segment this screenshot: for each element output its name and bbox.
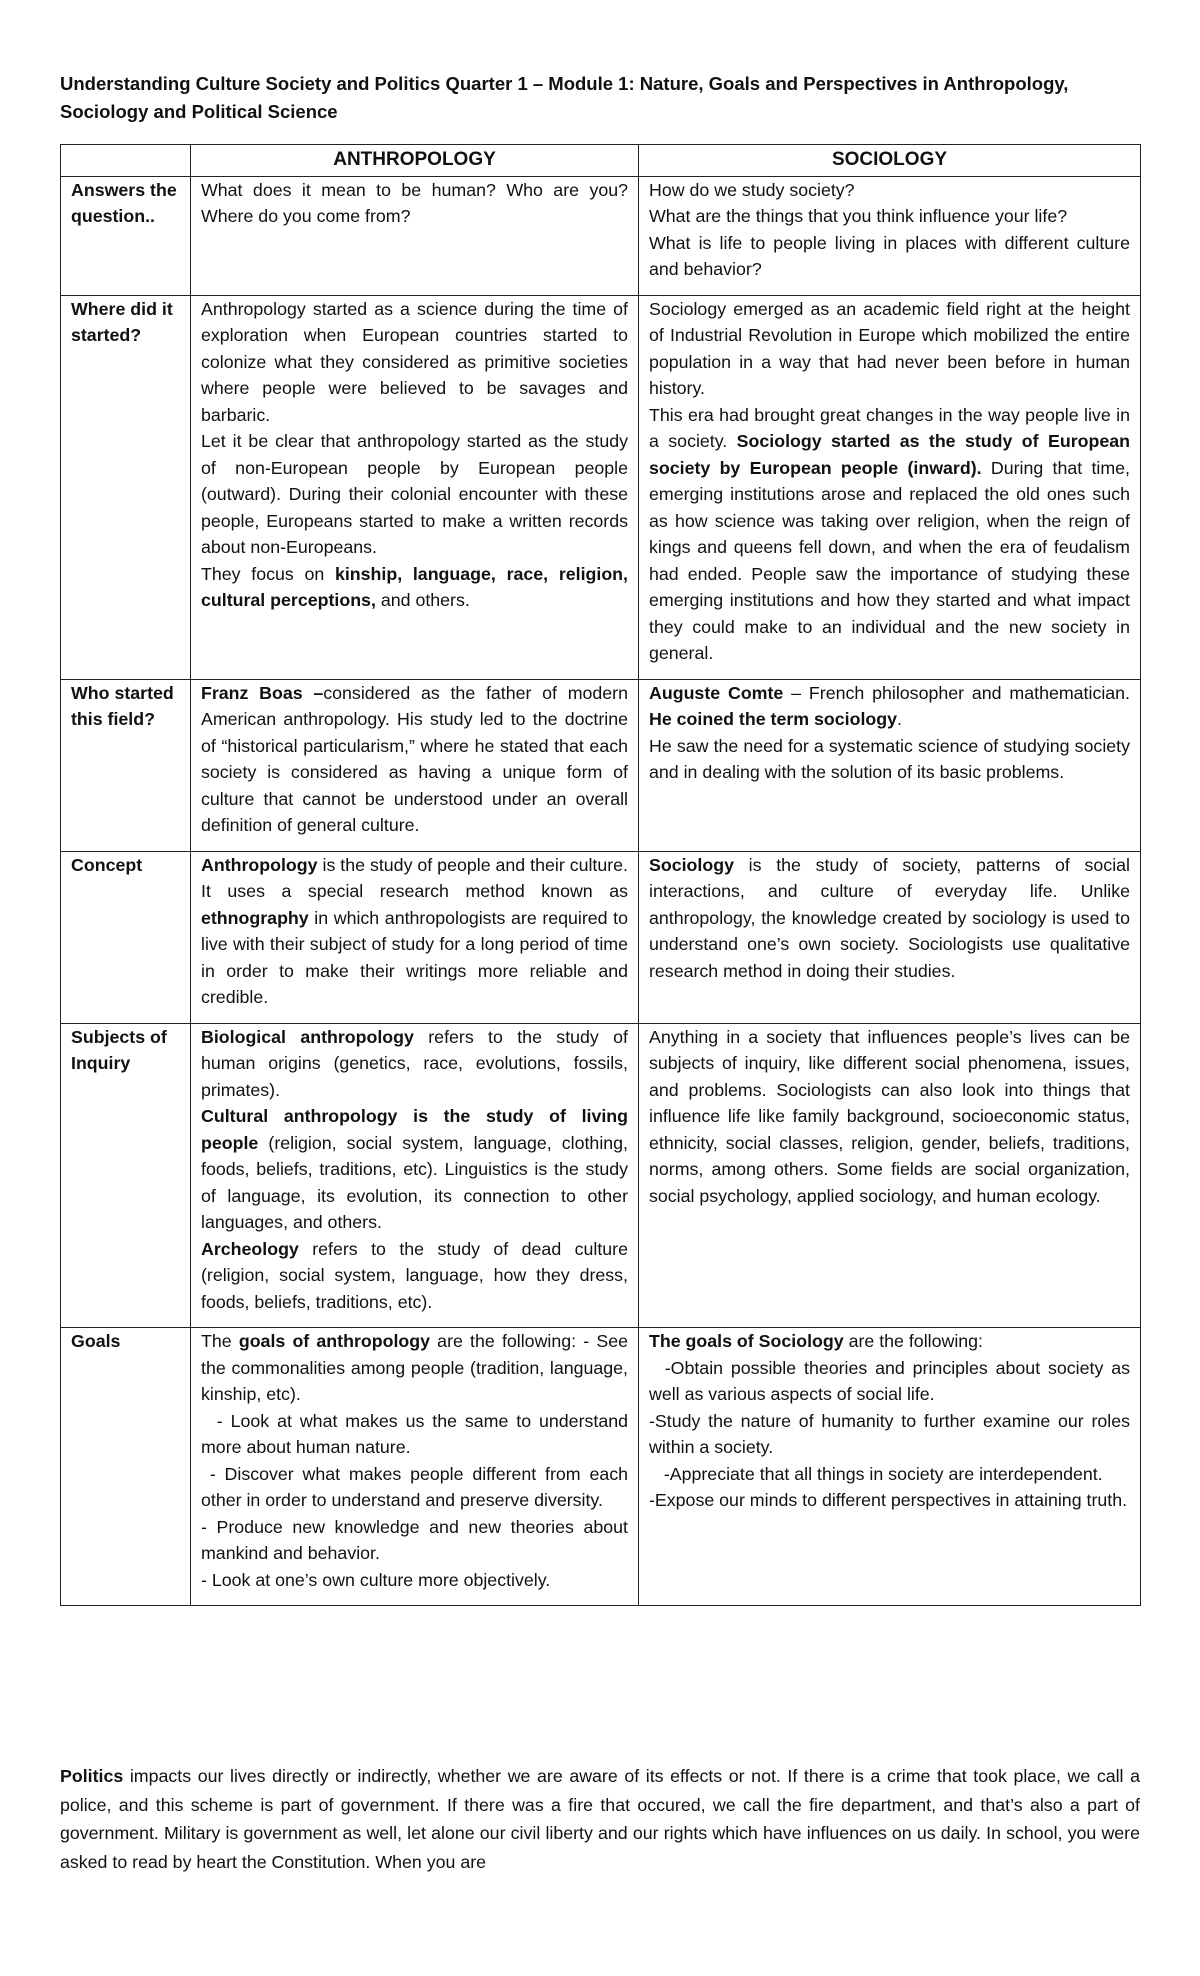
sociology-paragraph <box>649 733 1130 786</box>
anthropology-text: What does it mean to be human? Who are you? Where do you come from? <box>201 179 628 226</box>
politics-text: impacts our lives directly or indirectly, whether we are aware of its effects or not. If there is a crime that took place, we call a police, and this scheme is part of government. If there was a fire that occured, we call the fire department, and that’s also a part of government. Military is government as well, let alone our civil liberty and our rights which have influences on us daily. In school, you were asked to read by heart the Constitution. When you are <box>60 1766 1140 1872</box>
sociology-text: He saw the need for a systematic science of studying society and in dealing with the solution of its basic problems. <box>649 735 1130 782</box>
anthropology-bold-text: Archeology <box>201 1238 299 1259</box>
sociology-bold-text: Sociology started as the study of European society by European people (inward). <box>649 431 1130 478</box>
table-header-row <box>61 145 1141 177</box>
row-label: Concept <box>61 851 191 1023</box>
anthropology-bold-text: Franz Boas – <box>201 682 324 703</box>
table-body <box>61 176 1141 1606</box>
sociology-bold-text: Sociology <box>649 854 734 875</box>
anthropology-text: The <box>201 1331 239 1351</box>
row-label: Subjects of Inquiry <box>61 1023 191 1328</box>
sociology-paragraph <box>649 1487 1130 1514</box>
table-row <box>61 176 1141 295</box>
sociology-paragraph <box>649 680 1130 733</box>
anthropology-bold-text: Anthropology <box>201 854 318 875</box>
anthropology-bold-text: goals of anthropology <box>238 1331 430 1351</box>
document-title: Understanding Culture Society and Politics Quarter 1 – Module 1: Nature, Goals and Perspectives in Anthropology, Sociology and Political Science <box>60 73 1069 122</box>
anthropology-paragraph <box>201 852 628 1011</box>
sociology-bold-text: Auguste Comte <box>649 682 784 703</box>
anthropology-text: refers to the study of dead culture (religion, social system, language, how they dress, foods, beliefs, traditions, etc). <box>201 1238 628 1312</box>
sociology-text: -Expose our minds to different perspectives in attaining truth. <box>649 1490 1128 1510</box>
sociology-cell <box>639 176 1141 295</box>
sociology-text: Sociology emerged as an academic field right at the height of Industrial Revolution in Europe which mobilized the entire population in a way that had never been before in human history. <box>649 298 1130 398</box>
sociology-cell <box>639 679 1141 851</box>
table-row <box>61 295 1141 679</box>
sociology-text: This era had brought great changes in the way people live in a society. <box>649 404 1130 451</box>
sociology-paragraph <box>649 1328 1130 1355</box>
sociology-text: are the following: <box>843 1331 983 1351</box>
anthropology-text: - Look at what makes us the same to understand more about human nature. <box>201 1410 628 1457</box>
anthropology-cell <box>191 1023 639 1328</box>
anthropology-text: They focus on <box>201 563 335 584</box>
table-row <box>61 679 1141 851</box>
anthropology-bold-text: ethnography <box>201 907 309 928</box>
sociology-cell <box>639 1023 1141 1328</box>
sociology-text: What is life to people living in places with different culture and behavior? <box>649 232 1130 279</box>
anthropology-paragraph <box>201 1408 628 1461</box>
anthropology-text: Anthropology started as a science during the time of exploration when European countries started to colonize what they considered as primitive societies where people were believed to be savages and barbaric. <box>201 298 628 425</box>
sociology-bold-text: He coined the term sociology <box>649 709 897 729</box>
sociology-paragraph <box>649 402 1130 667</box>
header-sociology: SOCIOLOGY <box>639 145 1141 177</box>
anthropology-text: (religion, social system, language, clothing, foods, beliefs, traditions, etc). Linguistics is the study of language, its evolution, its connection to other languages, and others. <box>201 1132 628 1232</box>
sociology-text: What are the things that you think influence your life? <box>649 206 1068 226</box>
anthropology-paragraph <box>201 296 628 429</box>
sociology-paragraph <box>649 1461 1130 1488</box>
sociology-text: – French philosopher and mathematician. <box>783 682 1131 703</box>
sociology-paragraph <box>649 230 1130 283</box>
header-blank <box>61 145 191 177</box>
header-anthropology: ANTHROPOLOGY <box>191 145 639 177</box>
comparison-table <box>60 144 1141 1606</box>
politics-bold-text: Politics <box>60 1766 124 1786</box>
table-row <box>61 851 1141 1023</box>
anthropology-paragraph <box>201 1024 628 1104</box>
anthropology-cell <box>191 176 639 295</box>
anthropology-text: is the study of people and their culture. It uses a special research method known as <box>201 854 628 901</box>
table-row <box>61 1328 1141 1606</box>
anthropology-cell <box>191 1328 639 1606</box>
anthropology-text: and others. <box>375 590 470 610</box>
anthropology-paragraph <box>201 1328 628 1408</box>
sociology-text: . <box>897 709 902 729</box>
sociology-text: -Study the nature of humanity to further examine our roles within a society. <box>649 1410 1130 1457</box>
anthropology-paragraph <box>201 561 628 614</box>
anthropology-paragraph <box>201 177 628 230</box>
anthropology-text: - Look at one’s own culture more objectively. <box>201 1569 551 1590</box>
row-label: Goals <box>61 1328 191 1606</box>
anthropology-paragraph <box>201 1103 628 1236</box>
sociology-text: -Obtain possible theories and principles about society as well as various aspects of social life. <box>649 1357 1130 1404</box>
sociology-bold-text: The goals of Sociology <box>649 1331 844 1351</box>
sociology-text: is the study of society, patterns of social interactions, and culture of everyday life. Unlike anthropology, the knowledge created by sociology is used to understand one’s own society. Sociologists use qualitative research method in doing their studies. <box>649 854 1130 981</box>
sociology-paragraph <box>649 296 1130 402</box>
sociology-text: Anything in a society that influences people’s lives can be subjects of inquiry, like different social phenomena, issues, and problems. Sociologists can also look into things that influence life like family background, socioeconomic status, ethnicity, social classes, religion, gender, beliefs, traditions, norms, among others. Some fields are social organization, social psychology, applied sociology, and human ecology. <box>649 1026 1130 1206</box>
table-row <box>61 1023 1141 1328</box>
anthropology-cell <box>191 851 639 1023</box>
sociology-paragraph <box>649 203 1130 230</box>
anthropology-bold-text: Biological anthropology <box>201 1026 414 1047</box>
sociology-text: During that time, emerging institutions arose and replaced the old ones such as how science was taking over religion, when the reign of kings and queens fell down, and when the era of feudalism had ended. People saw the importance of studying these emerging institutions and how they started and what impact they could make to an individual and the new society in general. <box>649 457 1130 663</box>
sociology-text: How do we study society? <box>649 179 855 200</box>
anthropology-text: refers to the study of human origins (genetics, race, evolutions, fossils, primates). <box>201 1026 628 1100</box>
document-page <box>60 70 1140 1606</box>
anthropology-paragraph <box>201 1514 628 1567</box>
anthropology-bold-text: kinship, language, race, religion, cultural perceptions, <box>201 563 628 610</box>
row-label: Where did it started? <box>61 295 191 679</box>
anthropology-text: - Produce new knowledge and new theories about mankind and behavior. <box>201 1516 628 1563</box>
anthropology-paragraph <box>201 1461 628 1514</box>
anthropology-cell <box>191 295 639 679</box>
anthropology-paragraph <box>201 1236 628 1316</box>
sociology-text: -Appreciate that all things in society are interdependent. <box>649 1463 1103 1484</box>
anthropology-text: Let it be clear that anthropology started as the study of non-European people by European people (outward). During their colonial encounter with these people, Europeans started to make a written records about non-Europeans. <box>201 431 628 557</box>
anthropology-bold-text: Cultural anthropology is the study of living people <box>201 1106 628 1153</box>
anthropology-paragraph <box>201 1567 628 1594</box>
sociology-paragraph <box>649 1024 1130 1210</box>
sociology-cell <box>639 295 1141 679</box>
anthropology-text: - Discover what makes people different from each other in order to understand and preserve diversity. <box>201 1463 628 1510</box>
sociology-cell <box>639 851 1141 1023</box>
row-label: Who started this field? <box>61 679 191 851</box>
politics-paragraph <box>60 1762 1140 1876</box>
sociology-paragraph <box>649 852 1130 985</box>
anthropology-paragraph <box>201 428 628 561</box>
anthropology-paragraph <box>201 680 628 839</box>
anthropology-text: in which anthropologists are required to live with their subject of study for a long period of time in order to make their writings more reliable and credible. <box>201 907 628 1007</box>
anthropology-text: considered as the father of modern American anthropology. His study led to the doctrine of “historical particularism,” where he stated that each society is considered as having a unique form of culture that cannot be understood under an overall definition of general culture. <box>201 682 628 835</box>
row-label: Answers the question.. <box>61 176 191 295</box>
anthropology-text: are the following: - See the commonalities among people (tradition, language, kinship, etc). <box>201 1331 628 1404</box>
sociology-paragraph <box>649 1355 1130 1408</box>
sociology-paragraph <box>649 1408 1130 1461</box>
sociology-paragraph <box>649 177 1130 204</box>
sociology-cell <box>639 1328 1141 1606</box>
anthropology-cell <box>191 679 639 851</box>
